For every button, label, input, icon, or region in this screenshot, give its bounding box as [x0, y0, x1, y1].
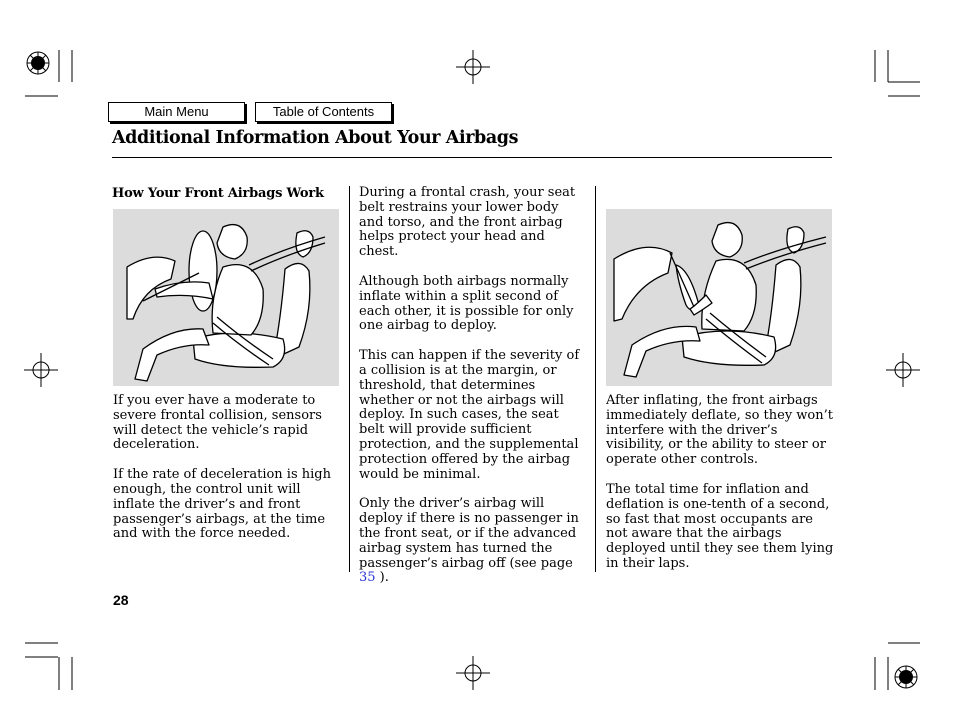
column-2-paragraph-2: Although both airbags normally inflate within a split second of each other, it is possible for only one airbag to deploy. [359, 273, 574, 334]
column-1-paragraph-1: If you ever have a moderate to severe frontal collision, sensors will detect the vehicle’s rapid deceleration. [113, 393, 322, 453]
column-divider-left [349, 186, 350, 572]
page-number: 28 [113, 592, 129, 608]
column-2-text [359, 186, 587, 601]
column-2-paragraph-4-end: ). [375, 570, 389, 586]
main-menu-button[interactable]: Main Menu [108, 102, 245, 122]
page-35-link[interactable]: 35 [359, 570, 376, 586]
airbag-deflated-illustration [606, 209, 832, 386]
column-2-paragraph-4-text: Only the driver’s airbag will deploy if there is no passenger in the front seat, or if the advanced airbag system has turned the passenger’s airbag off (see page [359, 496, 579, 571]
column-2-paragraph-1: During a frontal crash, your seat belt restrains your lower body and torso, and the front airbag helps protect your head and chest. [359, 185, 576, 260]
column-divider-right [595, 186, 596, 572]
table-of-contents-button[interactable]: Table of Contents [255, 102, 392, 122]
section-heading: How Your Front Airbags Work [112, 186, 324, 201]
column-1-paragraph-2: If the rate of deceleration is high enough, the control unit will inflate the driver’s and front passenger’s airbags, at the time and with the force needed. [113, 467, 331, 542]
airbag-inflating-illustration [113, 209, 339, 386]
column-2-paragraph-3: This can happen if the severity of a collision is at the margin, or threshold, that determines whether or not the airbags will deploy. In such cases, the seat belt will provide sufficient protection, and the supplemental protection offered by the airbag would be minimal. [359, 348, 580, 482]
figure-driver-airbag-inflating [113, 209, 339, 386]
column-3-paragraph-1: After inflating, the front airbags immediately deflate, so they won’t interfere with the driver’s visibility, or the ability to steer or operate other controls. [606, 393, 833, 468]
column-3-text [606, 394, 834, 587]
column-3-paragraph-2: The total time for inflation and deflation is one-tenth of a second, so fast that most occupants are not aware that the airbags deployed until they see them lying in their laps. [606, 481, 834, 571]
column-2-paragraph-4 [359, 497, 587, 586]
figure-driver-airbag-deflated [606, 209, 832, 386]
page-title: Additional Information About Your Airbags [112, 128, 519, 148]
title-rule [112, 157, 832, 158]
column-1-text [113, 394, 341, 557]
